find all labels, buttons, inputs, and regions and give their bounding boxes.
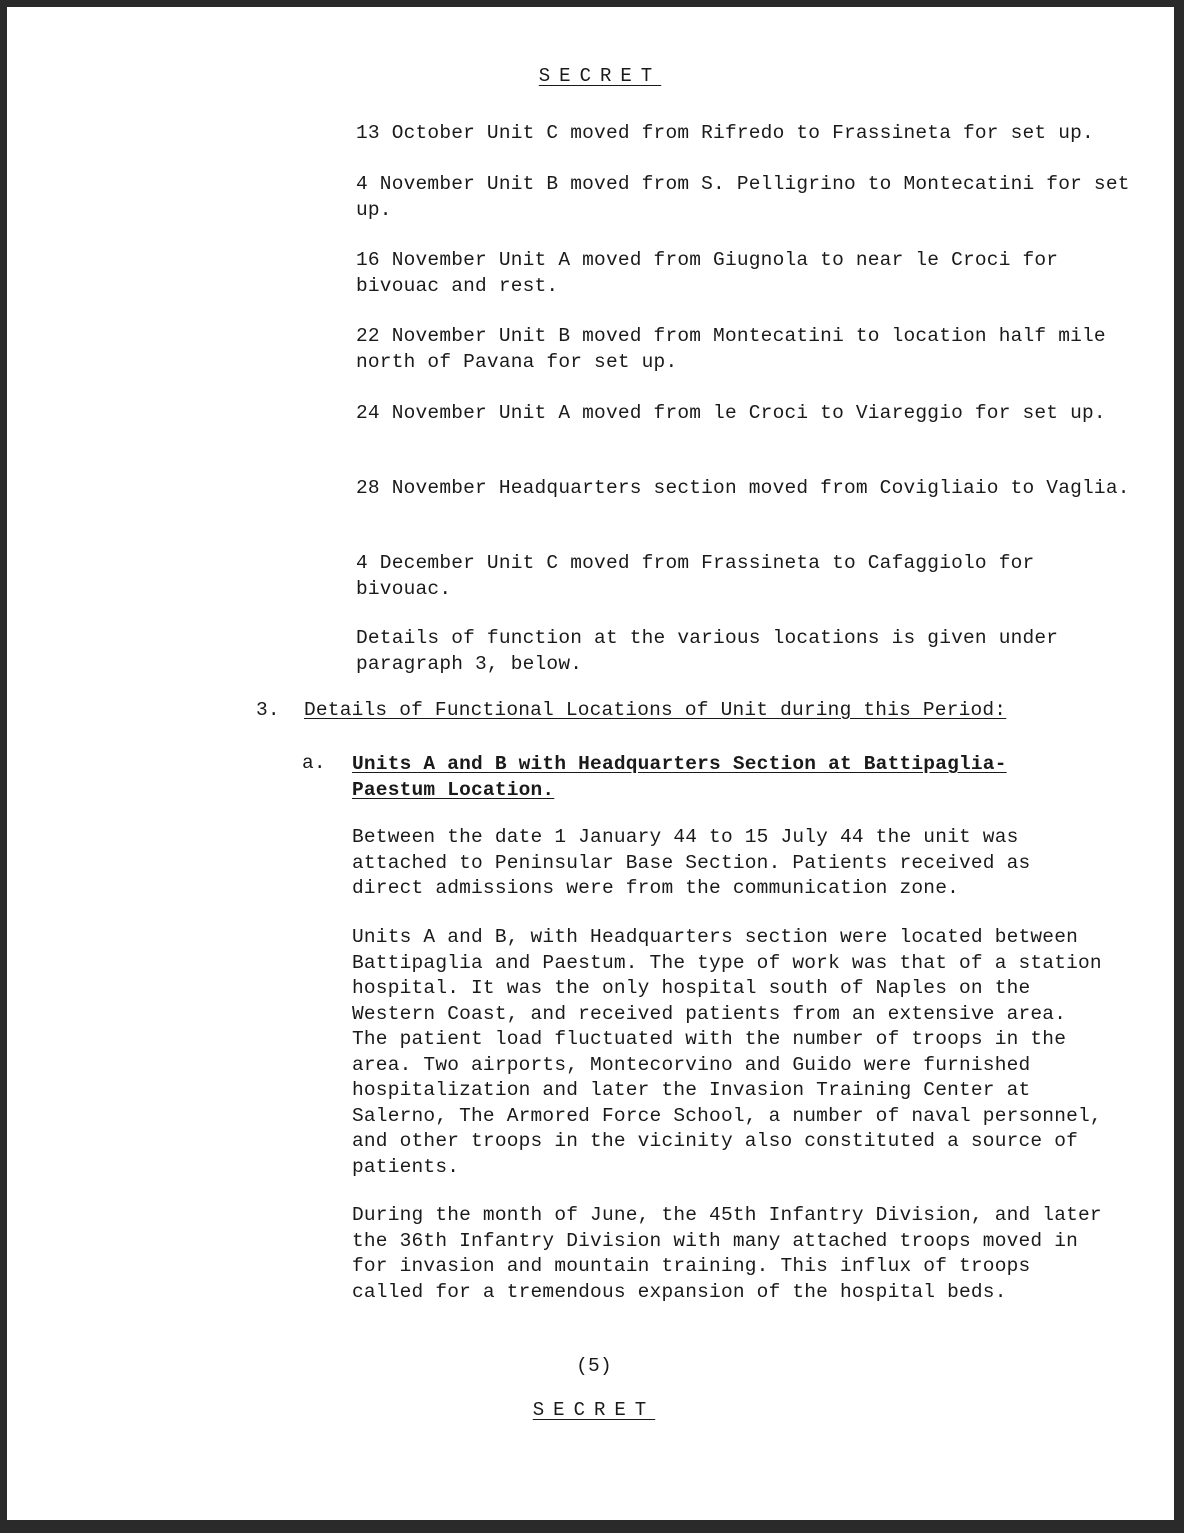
subsection-heading: Units A and B with Headquarters Section at Battipaglia-Paestum Location.	[352, 753, 1007, 801]
movement-entry: 13 October Unit C moved from Rifredo to Frassineta for set up.	[356, 122, 1094, 144]
classification-footer: SECRET	[532, 1399, 656, 1421]
body-paragraph: During the month of June, the 45th Infantry Division, and later the 36th Infantry Division with many attached troops moved in for invasion and mountain training. This influx of troops called for a tremendous expansion of the hospital beds.	[352, 1204, 1102, 1303]
section-number: 3.	[256, 699, 280, 721]
movement-entry: 16 November Unit A moved from Giugnola to near le Croci for bivouac and rest.	[356, 249, 1071, 297]
page-number: (5)	[576, 1355, 612, 1377]
document-page	[7, 7, 1174, 1520]
movement-note: Details of function at the various locations is given under paragraph 3, below.	[356, 627, 1071, 675]
movement-entry: 4 November Unit B moved from S. Pelligrino to Montecatini for set up.	[356, 173, 1142, 221]
movement-entry: 24 November Unit A moved from le Croci to Viareggio for set up.	[356, 402, 1106, 424]
classification-header: SECRET	[538, 65, 662, 87]
movement-entry: 22 November Unit B moved from Montecatini to location half mile north of Pavana for set up.	[356, 325, 1118, 373]
section-heading: Details of Functional Locations of Unit during this Period:	[304, 699, 1007, 721]
movement-entry: 28 November Headquarters section moved from Covigliaio to Vaglia.	[356, 477, 1130, 499]
movement-entry: 4 December Unit C moved from Frassineta to Cafaggiolo for bivouac.	[356, 552, 1047, 600]
subsection-letter: a.	[302, 752, 326, 774]
body-paragraph: Between the date 1 January 44 to 15 July 44 the unit was attached to Peninsular Base Section. Patients received as direct admissions were from the communication zone.	[352, 826, 1031, 899]
body-paragraph: Units A and B, with Headquarters section were located between Battipaglia and Paestum. The type of work was that of a station hospital. It was the only hospital south of Naples on the Western Coast, and received patients from an extensive area. The patient load fluctuated with the number of troops in the area. Two airports, Montecorvino and Guido were furnished hospitalization and later the Invasion Training Center at Salerno, The Armored Force School, a number of naval personnel, and other troops in the vicinity also constituted a source of patients.	[352, 926, 1102, 1178]
